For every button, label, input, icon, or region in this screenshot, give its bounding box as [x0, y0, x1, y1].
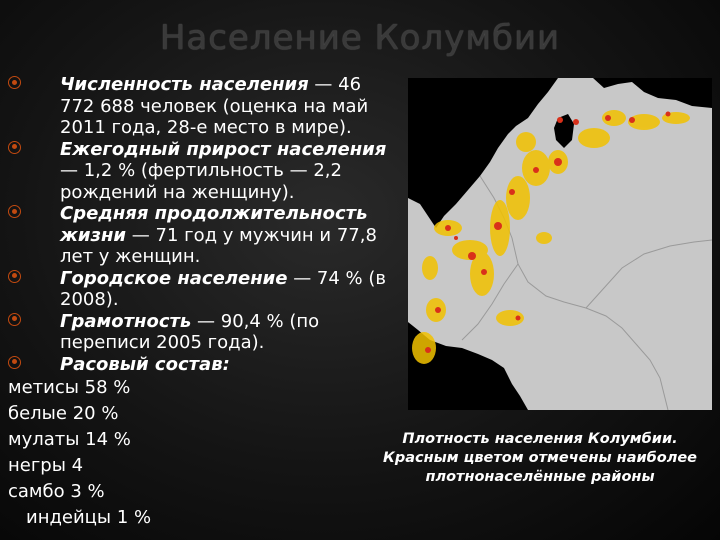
bullet-icon — [8, 141, 21, 154]
bullet-icon — [8, 270, 21, 283]
bullet-icon — [8, 356, 21, 369]
list-item — [8, 354, 400, 376]
facts-list — [8, 74, 400, 531]
item-label: Численность населения — [60, 74, 309, 95]
list-item — [8, 311, 400, 354]
bullet-icon — [8, 76, 21, 89]
race-item: негры 4 — [8, 455, 84, 476]
map-graphic — [408, 78, 712, 410]
item-text: — 46 772 688 человек (оценка на май 2011 года, 28-е место в мире). — [60, 74, 369, 138]
slide-title: Население Колумбии — [159, 18, 561, 58]
item-text: — 90,4 % (по переписи 2005 года). — [60, 310, 320, 353]
list-item — [8, 74, 400, 139]
caption-line: Плотность населения Колумбии. — [402, 431, 678, 447]
bullet-icon — [8, 313, 21, 326]
list-item — [8, 268, 400, 311]
item-label: Грамотность — [60, 310, 192, 332]
item-label: Ежегодный прирост населения — [60, 138, 387, 160]
race-item: белые 20 % — [8, 403, 119, 424]
item-label: Городское население — [60, 267, 288, 289]
race-item: самбо 3 % — [8, 481, 105, 502]
population-density-map — [408, 78, 712, 410]
item-text: — 74 % (в 2008). — [60, 267, 386, 310]
item-text: — 1,2 % (фертильность — 2,2 рождений на женщину). — [60, 160, 342, 203]
bullet-icon — [8, 205, 21, 218]
caption-line: Красным цветом отмечены наиболее — [382, 450, 698, 466]
caption-line: плотнонаселённые районы — [425, 469, 655, 485]
item-label: Расовый состав: — [60, 353, 230, 375]
item-text: — 71 год у мужчин и 77,8 лет у женщин. — [60, 224, 377, 267]
list-item — [8, 203, 400, 268]
race-item: метисы 58 % — [8, 377, 131, 398]
list-item — [8, 139, 400, 204]
race-item: мулаты 14 % — [8, 429, 131, 450]
item-label: Средняя продолжительность жизни — [60, 203, 368, 246]
race-item: индейцы 1 % — [26, 507, 152, 528]
map-caption — [360, 430, 720, 487]
